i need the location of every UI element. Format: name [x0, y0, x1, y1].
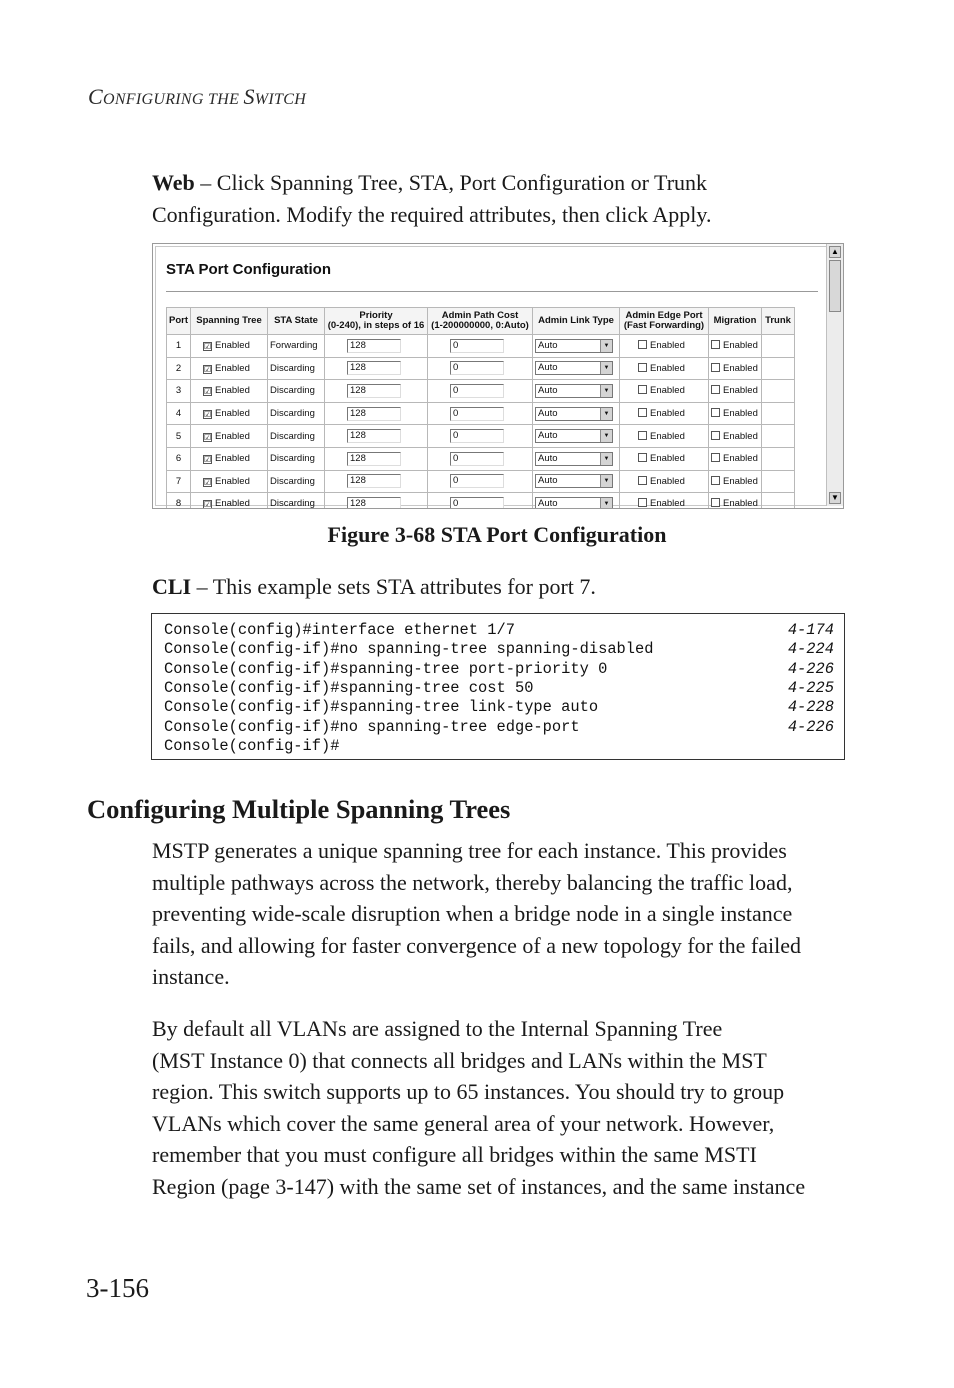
priority-cell: [325, 357, 428, 380]
path-cost-input[interactable]: 0: [450, 384, 504, 398]
migration-checkbox[interactable]: [711, 498, 720, 507]
path-cost-cell: [428, 470, 533, 493]
path-cost-input[interactable]: 0: [450, 474, 504, 488]
priority-input[interactable]: 128: [347, 497, 401, 509]
spanning-tree-cell: ☑ Enabled: [191, 335, 268, 358]
migration-cell: Enabled: [709, 402, 762, 425]
path-cost-cell: [428, 380, 533, 403]
cli-line: Console(config-if)#: [164, 736, 340, 755]
cli-line: Console(config)#interface ethernet 1/7 4-174: [164, 621, 834, 639]
text-line: region. This switch supports up to 65 instances. You should try to group: [152, 1079, 785, 1104]
spanning-tree-checkbox[interactable]: ☑: [204, 410, 212, 420]
column-header: Admin Edge Port (Fast Forwarding): [620, 308, 709, 335]
table-row: [167, 425, 795, 448]
cli-line: Console(config-if)#spanning-tree port-priority 0 4-226: [164, 659, 834, 678]
chevron-down-icon: ▼: [600, 408, 612, 420]
port-cell: 4: [167, 402, 191, 425]
column-header: Migration: [709, 308, 762, 335]
port-cell: 6: [167, 447, 191, 470]
link-type-cell: [533, 335, 620, 358]
table-row: [167, 447, 795, 470]
edge-port-checkbox[interactable]: [638, 340, 647, 349]
spanning-tree-checkbox[interactable]: ☑: [204, 432, 212, 442]
path-cost-input[interactable]: 0: [450, 407, 504, 421]
link-type-select[interactable]: Auto ▼: [535, 361, 613, 375]
text-line: preventing wide-scale disruption when a bridge node in a single instance: [152, 901, 793, 926]
scroll-down-arrow-icon[interactable]: ▼: [829, 492, 841, 504]
cli-code-block: [151, 613, 845, 760]
priority-cell: [325, 335, 428, 358]
priority-input[interactable]: 128: [347, 452, 401, 466]
edge-port-checkbox[interactable]: [638, 453, 647, 462]
spanning-tree-checkbox[interactable]: ☑: [204, 477, 212, 487]
column-header: Spanning Tree: [191, 308, 268, 335]
spanning-tree-checkbox[interactable]: ☑: [204, 455, 212, 465]
chevron-down-icon: ▼: [600, 362, 612, 374]
section-heading: Configuring Multiple Spanning Trees: [87, 794, 511, 824]
link-type-select[interactable]: Auto ▼: [535, 497, 613, 509]
scroll-up-arrow-icon[interactable]: ▲: [829, 246, 841, 258]
cli-line: Console(config-if)#spanning-tree link-type auto 4-228: [164, 698, 834, 717]
path-cost-cell: [428, 447, 533, 470]
edge-port-cell: Enabled: [620, 447, 709, 470]
port-cell: 3: [167, 380, 191, 403]
edge-port-cell: Enabled: [620, 380, 709, 403]
link-type-cell: [533, 447, 620, 470]
trunk-cell: [762, 470, 795, 493]
table-row: [167, 335, 795, 358]
text-line: (MST Instance 0) that connects all bridges and LANs within the MST: [152, 1047, 767, 1073]
path-cost-cell: [428, 425, 533, 448]
text-line: multiple pathways across the network, thereby balancing the traffic load,: [152, 869, 793, 895]
trunk-cell: [762, 493, 795, 509]
page-reference: 4-224: [787, 640, 834, 659]
edge-port-cell: Enabled: [620, 357, 709, 380]
page-reference: 4-228: [787, 698, 834, 717]
spanning-tree-checkbox[interactable]: ☑: [204, 364, 212, 374]
text-line: MSTP generates a unique spanning tree for each instance. This provides: [152, 838, 787, 863]
priority-cell: [325, 402, 428, 425]
edge-port-checkbox[interactable]: [638, 431, 647, 440]
edge-port-cell: Enabled: [620, 335, 709, 358]
priority-input[interactable]: 128: [347, 474, 401, 488]
page-reference: 4-174: [787, 621, 834, 639]
link-type-cell: [533, 470, 620, 493]
priority-cell: [325, 380, 428, 403]
web-instruction: Web – Click Spanning Tree, STA, Port Configuration or Trunk Configuration. Modify the required attributes, then click Apply.: [152, 170, 712, 227]
trunk-cell: [762, 380, 795, 403]
page-reference: 4-226: [787, 717, 834, 736]
chevron-down-icon: ▼: [600, 385, 612, 397]
priority-input[interactable]: 128: [347, 429, 401, 443]
link-type-select[interactable]: Auto ▼: [535, 474, 613, 488]
migration-cell: Enabled: [709, 357, 762, 380]
migration-cell: Enabled: [709, 493, 762, 509]
page-reference: 4-226: [787, 659, 834, 678]
chevron-down-icon: ▼: [600, 430, 612, 442]
spanning-tree-cell: ☑ Enabled: [191, 447, 268, 470]
column-header: Trunk: [762, 308, 795, 335]
port-cell: 1: [167, 335, 191, 358]
path-cost-input[interactable]: 0: [450, 429, 504, 443]
figure-caption: Figure 3-68 STA Port Configuration: [327, 522, 667, 547]
sta-port-configuration-screenshot: [152, 243, 844, 509]
migration-checkbox[interactable]: [711, 385, 720, 394]
migration-checkbox[interactable]: [711, 476, 720, 485]
sta-state-cell: Forwarding: [268, 335, 325, 358]
path-cost-input[interactable]: 0: [450, 339, 504, 353]
table-row: [167, 493, 795, 509]
cli-line: Console(config-if)#no spanning-tree spanning-disabled 4-224: [164, 640, 834, 659]
trunk-cell: [762, 447, 795, 470]
spanning-tree-cell: ☑ Enabled: [191, 357, 268, 380]
table-row: [167, 357, 795, 380]
migration-checkbox[interactable]: [711, 408, 720, 417]
migration-checkbox[interactable]: [711, 363, 720, 372]
table-row: [167, 402, 795, 425]
web-label: Web: [152, 170, 195, 195]
edge-port-cell: Enabled: [620, 425, 709, 448]
edge-port-checkbox[interactable]: [638, 476, 647, 485]
link-type-cell: [533, 425, 620, 448]
trunk-cell: [762, 425, 795, 448]
migration-cell: Enabled: [709, 425, 762, 448]
text-line: By default all VLANs are assigned to the Internal Spanning Tree: [152, 1016, 723, 1041]
paragraph-mstp: [152, 835, 801, 993]
link-type-select[interactable]: Auto ▼: [535, 429, 613, 443]
path-cost-input[interactable]: 0: [450, 452, 504, 466]
sta-state-cell: Discarding: [268, 447, 325, 470]
trunk-cell: [762, 357, 795, 380]
chevron-down-icon: ▼: [600, 498, 612, 509]
path-cost-cell: [428, 357, 533, 380]
sta-port-table: [166, 307, 795, 509]
port-cell: 2: [167, 357, 191, 380]
spanning-tree-cell: ☑ Enabled: [191, 402, 268, 425]
path-cost-cell: [428, 402, 533, 425]
port-cell: 5: [167, 425, 191, 448]
path-cost-cell: [428, 335, 533, 358]
page-reference: 4-225: [787, 678, 834, 697]
edge-port-checkbox[interactable]: [638, 385, 647, 394]
priority-cell: [325, 493, 428, 509]
priority-cell: [325, 447, 428, 470]
port-cell: 7: [167, 470, 191, 493]
chevron-down-icon: ▼: [600, 453, 612, 465]
column-header: Admin Link Type: [533, 308, 620, 335]
vertical-scrollbar[interactable]: [826, 244, 843, 506]
chevron-down-icon: ▼: [600, 475, 612, 487]
link-type-select[interactable]: Auto ▼: [535, 452, 613, 466]
path-cost-cell: [428, 493, 533, 509]
sta-state-cell: Discarding: [268, 402, 325, 425]
migration-checkbox[interactable]: [711, 340, 720, 349]
spanning-tree-cell: ☑ Enabled: [191, 493, 268, 509]
scroll-thumb[interactable]: [829, 260, 841, 312]
sta-state-cell: Discarding: [268, 493, 325, 509]
migration-cell: Enabled: [709, 470, 762, 493]
text-line: instance.: [152, 964, 230, 989]
chevron-down-icon: ▼: [600, 340, 612, 352]
link-type-cell: [533, 402, 620, 425]
text-line: remember that you must configure all bridges within the same MSTI: [152, 1142, 757, 1167]
cli-instruction: CLI – This example sets STA attributes for port 7.: [152, 574, 596, 599]
sta-state-cell: Discarding: [268, 470, 325, 493]
link-type-select[interactable]: Auto ▼: [535, 407, 613, 421]
edge-port-checkbox[interactable]: [638, 408, 647, 417]
path-cost-input[interactable]: 0: [450, 497, 504, 509]
cli-line: Console(config-if)#no spanning-tree edge-port 4-226: [164, 717, 834, 736]
column-header: Port: [167, 308, 191, 335]
link-type-cell: [533, 493, 620, 509]
paragraph-default-vlans: [152, 1013, 805, 1202]
priority-input[interactable]: 128: [347, 361, 401, 375]
migration-checkbox[interactable]: [711, 431, 720, 440]
running-header: CONFIGURING THE SWITCH: [88, 84, 307, 109]
priority-input[interactable]: 128: [347, 407, 401, 421]
priority-cell: [325, 470, 428, 493]
link-type-select[interactable]: Auto ▼: [535, 339, 613, 353]
link-type-cell: [533, 357, 620, 380]
port-cell: 8: [167, 493, 191, 509]
edge-port-cell: Enabled: [620, 470, 709, 493]
priority-cell: [325, 425, 428, 448]
text-line: fails, and allowing for faster convergence of a new topology for the failed: [152, 932, 801, 958]
text-line: Region (page 3-147) with the same set of instances, and the same instance: [152, 1173, 806, 1199]
migration-cell: Enabled: [709, 335, 762, 358]
title-divider: [166, 291, 818, 293]
link-type-select[interactable]: Auto ▼: [535, 384, 613, 398]
column-header: Admin Path Cost (1-200000000, 0:Auto): [428, 308, 533, 335]
table-header-row: [167, 308, 795, 335]
spanning-tree-cell: ☑ Enabled: [191, 470, 268, 493]
edge-port-checkbox[interactable]: [638, 363, 647, 372]
spanning-tree-cell: ☑ Enabled: [191, 425, 268, 448]
sta-state-cell: Discarding: [268, 425, 325, 448]
sta-state-cell: Discarding: [268, 357, 325, 380]
migration-cell: Enabled: [709, 447, 762, 470]
edge-port-cell: Enabled: [620, 493, 709, 509]
sta-state-cell: Discarding: [268, 380, 325, 403]
path-cost-input[interactable]: 0: [450, 361, 504, 375]
migration-cell: Enabled: [709, 380, 762, 403]
page-number: 3-156: [86, 1273, 149, 1303]
spanning-tree-checkbox[interactable]: ☑: [204, 342, 212, 352]
text-line: VLANs which cover the same general area of your network. However,: [152, 1110, 775, 1136]
spanning-tree-checkbox[interactable]: ☑: [204, 387, 212, 397]
table-row: [167, 470, 795, 493]
table-row: [167, 380, 795, 403]
spanning-tree-checkbox[interactable]: ☑: [204, 500, 212, 509]
spanning-tree-cell: ☑ Enabled: [191, 380, 268, 403]
screenshot-title: STA Port Configuration: [166, 261, 331, 278]
edge-port-checkbox[interactable]: [638, 498, 647, 507]
cli-line: Console(config-if)#spanning-tree cost 50 4-225: [164, 678, 834, 697]
trunk-cell: [762, 402, 795, 425]
cli-label: CLI: [152, 574, 192, 599]
edge-port-cell: Enabled: [620, 402, 709, 425]
migration-checkbox[interactable]: [711, 453, 720, 462]
link-type-cell: [533, 380, 620, 403]
trunk-cell: [762, 335, 795, 358]
priority-input[interactable]: 128: [347, 384, 401, 398]
column-header: Priority (0-240), in steps of 16: [325, 308, 428, 335]
column-header: STA State: [268, 308, 325, 335]
priority-input[interactable]: 128: [347, 339, 401, 353]
